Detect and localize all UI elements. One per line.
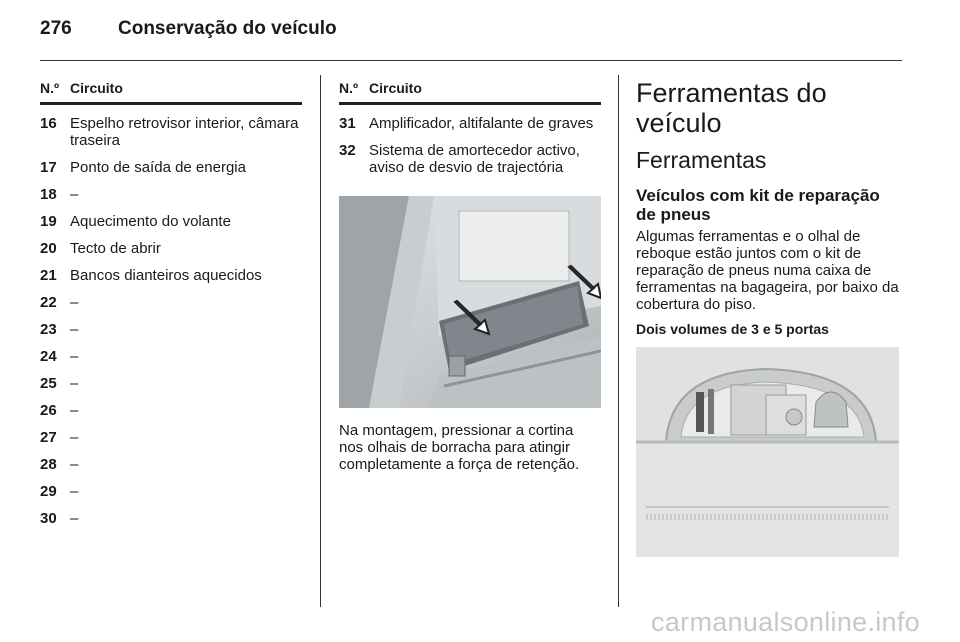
table-row (40, 267, 302, 284)
page-header (40, 18, 337, 48)
row-number: 20 (40, 240, 57, 257)
topic-heading: Veículos com kit de reparação de pneus (636, 186, 880, 224)
row-number: 32 (339, 142, 356, 159)
table-row (40, 159, 302, 176)
table-body (339, 115, 601, 176)
table-row (40, 240, 302, 257)
row-circuit: – (70, 402, 79, 419)
table-body (40, 115, 302, 527)
row-number: 16 (40, 115, 57, 132)
row-number: 23 (40, 321, 57, 338)
column-divider-2 (618, 75, 619, 607)
tool-box-photo (636, 347, 899, 557)
table-row (40, 375, 302, 392)
column-divider-1 (320, 75, 321, 607)
row-number: 27 (40, 429, 57, 446)
row-number: 31 (339, 115, 356, 132)
header-number: N.º (339, 80, 359, 96)
row-circuit: – (70, 186, 79, 203)
fuse-table-1 (40, 80, 302, 527)
row-number: 26 (40, 402, 57, 419)
cargo-curtain-illustration (339, 196, 601, 408)
table-row (40, 213, 302, 230)
header-number: N.º (40, 80, 60, 96)
table-row (40, 186, 302, 203)
row-number: 29 (40, 483, 57, 500)
watermark: carmanualsonline.info (651, 607, 920, 637)
row-circuit: – (70, 456, 79, 473)
row-number: 17 (40, 159, 57, 176)
row-circuit: Ponto de saída de energia (70, 159, 246, 176)
row-number: 22 (40, 294, 57, 311)
row-number: 30 (40, 510, 57, 527)
row-circuit: – (70, 510, 79, 527)
table-header (339, 80, 601, 105)
row-circuit: Bancos dianteiros aquecidos (70, 267, 262, 284)
row-circuit: – (70, 483, 79, 500)
header-rule (40, 60, 902, 61)
table-row (40, 115, 302, 149)
row-circuit: Espelho retrovisor interior, câmara traseira (70, 115, 299, 149)
table-row (40, 483, 302, 500)
row-circuit: – (70, 294, 79, 311)
row-circuit: Sistema de amortecedor activo, aviso de desvio de trajectória (369, 142, 580, 176)
table-header (40, 80, 302, 105)
table-row (40, 348, 302, 365)
row-circuit: Amplificador, altifalante de graves (369, 115, 594, 132)
row-circuit: – (70, 429, 79, 446)
row-number: 24 (40, 348, 57, 365)
tool-box-illustration (636, 347, 899, 557)
page-title: Conservação do veículo (118, 18, 337, 39)
table-row (40, 402, 302, 419)
row-circuit: – (70, 348, 79, 365)
row-number: 18 (40, 186, 57, 203)
row-circuit: Aquecimento do volante (70, 213, 231, 230)
subsection-heading: Ferramentas (636, 147, 767, 173)
photo-caption: Na montagem, pressionar a cortina nos olhais de borracha para atingir completamente a força de retenção. (339, 422, 580, 473)
tools-section (636, 80, 904, 557)
row-number: 21 (40, 267, 57, 284)
fuse-table-2-column (339, 80, 601, 473)
header-circuit: Circuito (369, 80, 422, 96)
cargo-curtain-photo (339, 196, 601, 408)
table-row (339, 115, 601, 132)
table-row (40, 294, 302, 311)
row-number: 25 (40, 375, 57, 392)
table-row (339, 142, 601, 176)
table-row (40, 510, 302, 527)
section-heading: Ferramentas do veículo (636, 78, 827, 138)
figure-subheading: Dois volumes de 3 e 5 portas (636, 321, 829, 337)
table-row (40, 429, 302, 446)
row-circuit: Tecto de abrir (70, 240, 161, 257)
page-number: 276 (40, 18, 72, 39)
row-number: 28 (40, 456, 57, 473)
header-circuit: Circuito (70, 80, 123, 96)
row-number: 19 (40, 213, 57, 230)
table-row (40, 321, 302, 338)
body-paragraph: Algumas ferramentas e o olhal de reboque estão juntos com o kit de reparação de pneus numa caixa de ferramentas na bagageira, por baixo da cobertura do piso. (636, 228, 899, 313)
table-row (40, 456, 302, 473)
row-circuit: – (70, 321, 79, 338)
row-circuit: – (70, 375, 79, 392)
